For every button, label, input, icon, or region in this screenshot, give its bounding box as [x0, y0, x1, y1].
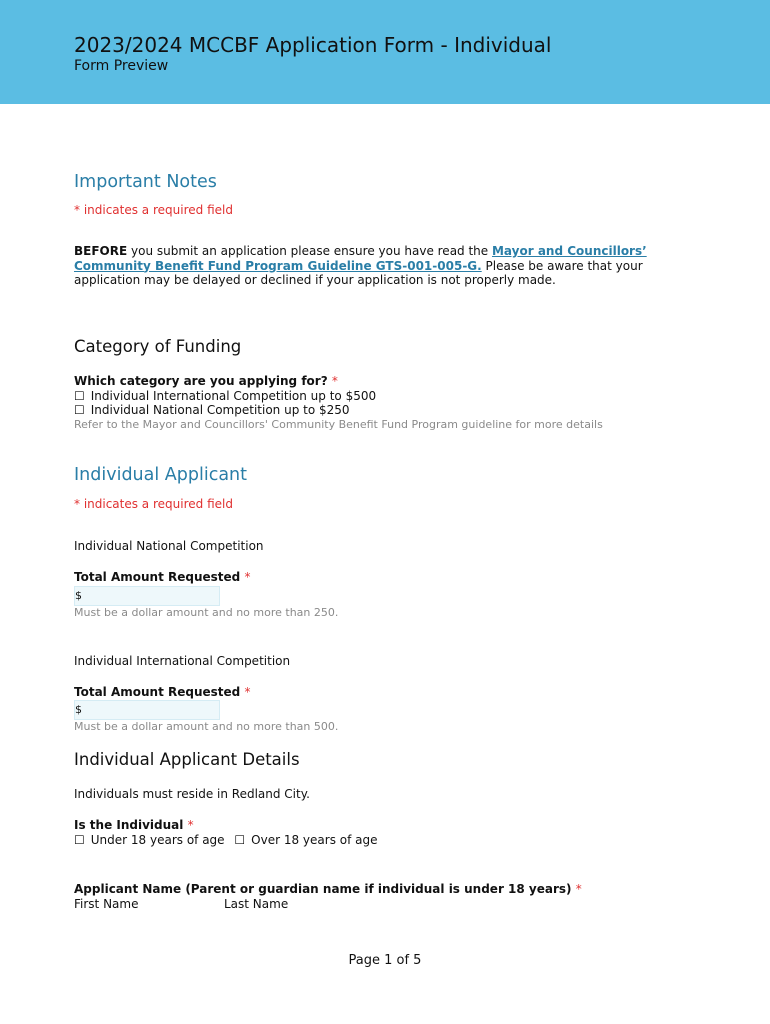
field-label: Total Amount Requested: [74, 685, 241, 699]
after-text: Please be aware that your application may be delayed or declined if your application is not properly made.: [74, 258, 643, 287]
before-paragraph: [74, 244, 674, 288]
form-title: 2023/2024 MCCBF Application Form - Individual: [74, 33, 552, 57]
applicant-name-label: [74, 882, 582, 896]
age-option-under-18[interactable]: [74, 833, 225, 847]
last-name-label: Last Name: [224, 897, 289, 911]
national-amount-input[interactable]: [74, 586, 220, 606]
first-name-label: First Name: [74, 897, 139, 911]
age-question-label: Is the Individual: [74, 818, 184, 832]
category-option-national[interactable]: [74, 403, 350, 417]
guideline-link[interactable]: Mayor and Councillors’ Community Benefit Fund Program Guideline GTS-001-005-G.: [74, 244, 647, 273]
dollar-prefix: $: [75, 589, 82, 602]
individual-applicant-heading: Individual Applicant: [74, 465, 248, 485]
national-amount-label: [74, 570, 250, 584]
age-options: [74, 833, 378, 847]
before-bold: BEFORE: [74, 244, 128, 258]
dollar-prefix: $: [75, 703, 82, 716]
category-question: [74, 374, 338, 388]
international-amount-input[interactable]: [74, 700, 220, 720]
checkbox-icon[interactable]: ☐: [74, 833, 85, 847]
international-amount-hint: Must be a dollar amount and no more than 500.: [74, 720, 339, 733]
form-header: [0, 0, 770, 104]
required-star: *: [575, 882, 582, 896]
international-amount-label: [74, 685, 250, 699]
required-star: *: [187, 818, 194, 832]
field-label: Total Amount Requested: [74, 570, 241, 584]
required-star: *: [331, 374, 338, 388]
page-number: Page 1 of 5: [348, 953, 422, 968]
required-star: *: [244, 685, 251, 699]
option-label: Over 18 years of age: [251, 833, 378, 847]
category-hint: Refer to the Mayor and Councillors' Community Benefit Fund Program guideline for more details: [74, 418, 603, 431]
checkbox-icon[interactable]: ☐: [234, 833, 246, 847]
international-section-label: Individual International Competition: [74, 654, 291, 668]
required-star: *: [244, 570, 251, 584]
option-label: Individual International Competition up to $500: [90, 389, 377, 403]
required-field-note: * indicates a required field: [74, 497, 233, 511]
age-option-over-18[interactable]: [234, 833, 377, 847]
residence-note: Individuals must reside in Redland City.: [74, 787, 310, 801]
checkbox-icon[interactable]: ☐: [74, 389, 85, 403]
national-amount-hint: Must be a dollar amount and no more than 250.: [74, 606, 339, 619]
national-section-label: Individual National Competition: [74, 539, 264, 553]
option-label: Under 18 years of age: [90, 833, 225, 847]
category-question-label: Which category are you applying for?: [74, 374, 328, 388]
details-heading: Individual Applicant Details: [74, 750, 300, 769]
category-heading: Category of Funding: [74, 337, 242, 356]
required-field-note: * indicates a required field: [74, 203, 233, 217]
important-notes-heading: Important Notes: [74, 172, 217, 192]
name-label: Applicant Name (Parent or guardian name if individual is under 18 years): [74, 882, 572, 896]
before-text: you submit an application please ensure you have read the: [127, 244, 492, 258]
category-option-international[interactable]: [74, 389, 376, 403]
age-question: [74, 818, 194, 832]
option-label: Individual National Competition up to $250: [90, 403, 350, 417]
checkbox-icon[interactable]: ☐: [74, 403, 85, 417]
form-subtitle: Form Preview: [74, 58, 169, 74]
